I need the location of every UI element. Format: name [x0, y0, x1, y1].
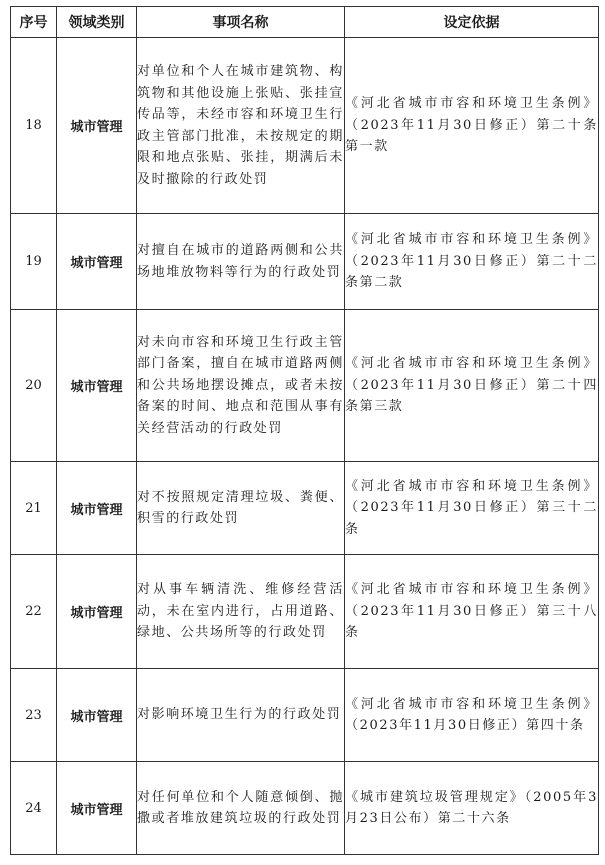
table-row	[11, 38, 599, 214]
row-basis: 《河北省城市市容和环境卫生条例》（2023年11月30日修正）第二十条第一款	[345, 38, 599, 214]
table-row	[11, 310, 599, 462]
row-category: 城市管理	[57, 555, 137, 669]
row-basis: 《河北省城市市容和环境卫生条例》（2023年11月30日修正）第三十八条	[345, 555, 599, 669]
row-item: 对影响环境卫生行为的行政处罚	[137, 669, 345, 762]
row-item: 对擅自在城市的道路两侧和公共场地堆放物料等行为的行政处罚	[137, 214, 345, 310]
header-category: 领域类别	[57, 7, 137, 38]
row-category: 城市管理	[57, 669, 137, 762]
row-item: 对不按照规定清理垃圾、粪便、积雪的行政处罚	[137, 462, 345, 555]
row-basis: 《河北省城市市容和环境卫生条例》（2023年11月30日修正）第三十二条	[345, 462, 599, 555]
regulation-table	[10, 6, 599, 855]
row-category: 城市管理	[57, 762, 137, 855]
row-item: 对从事车辆清洗、维修经营活动，未在室内进行，占用道路、绿地、公共场所等的行政处罚	[137, 555, 345, 669]
row-basis: 《河北省城市市容和环境卫生条例》（2023年11月30日修正）第二十四条第三款	[345, 310, 599, 462]
header-no: 序号	[11, 7, 57, 38]
row-basis: 《河北省城市市容和环境卫生条例》（2023年11月30日修正）第四十条	[345, 669, 599, 762]
row-item: 对任何单位和个人随意倾倒、抛撒或者堆放建筑垃圾的行政处罚	[137, 762, 345, 855]
row-no: 19	[11, 214, 57, 310]
row-no: 23	[11, 669, 57, 762]
row-category: 城市管理	[57, 462, 137, 555]
row-category: 城市管理	[57, 214, 137, 310]
header-basis: 设定依据	[345, 7, 599, 38]
row-no: 24	[11, 762, 57, 855]
row-item: 对单位和个人在城市建筑物、构筑物和其他设施上张贴、张挂宣传品等，未经市容和环境卫生行政主管部门批准，未按规定的期限和地点张贴、张挂，期满后未及时撤除的行政处罚	[137, 38, 345, 214]
table-row	[11, 214, 599, 310]
row-category: 城市管理	[57, 310, 137, 462]
row-no: 21	[11, 462, 57, 555]
row-category: 城市管理	[57, 38, 137, 214]
row-basis: 《河北省城市市容和环境卫生条例》（2023年11月30日修正）第二十二条第二款	[345, 214, 599, 310]
row-no: 20	[11, 310, 57, 462]
table-row	[11, 669, 599, 762]
row-no: 22	[11, 555, 57, 669]
row-item: 对未向市容和环境卫生行政主管部门备案，擅自在城市道路两侧和公共场地摆设摊点，或者未按备案的时间、地点和范围从事有关经营活动的行政处罚	[137, 310, 345, 462]
table-row	[11, 762, 599, 855]
row-no: 18	[11, 38, 57, 214]
table-row	[11, 462, 599, 555]
header-row	[11, 7, 599, 38]
row-basis: 《城市建筑垃圾管理规定》（2005年3月23日公布）第二十六条	[345, 762, 599, 855]
table-row	[11, 555, 599, 669]
header-item: 事项名称	[137, 7, 345, 38]
